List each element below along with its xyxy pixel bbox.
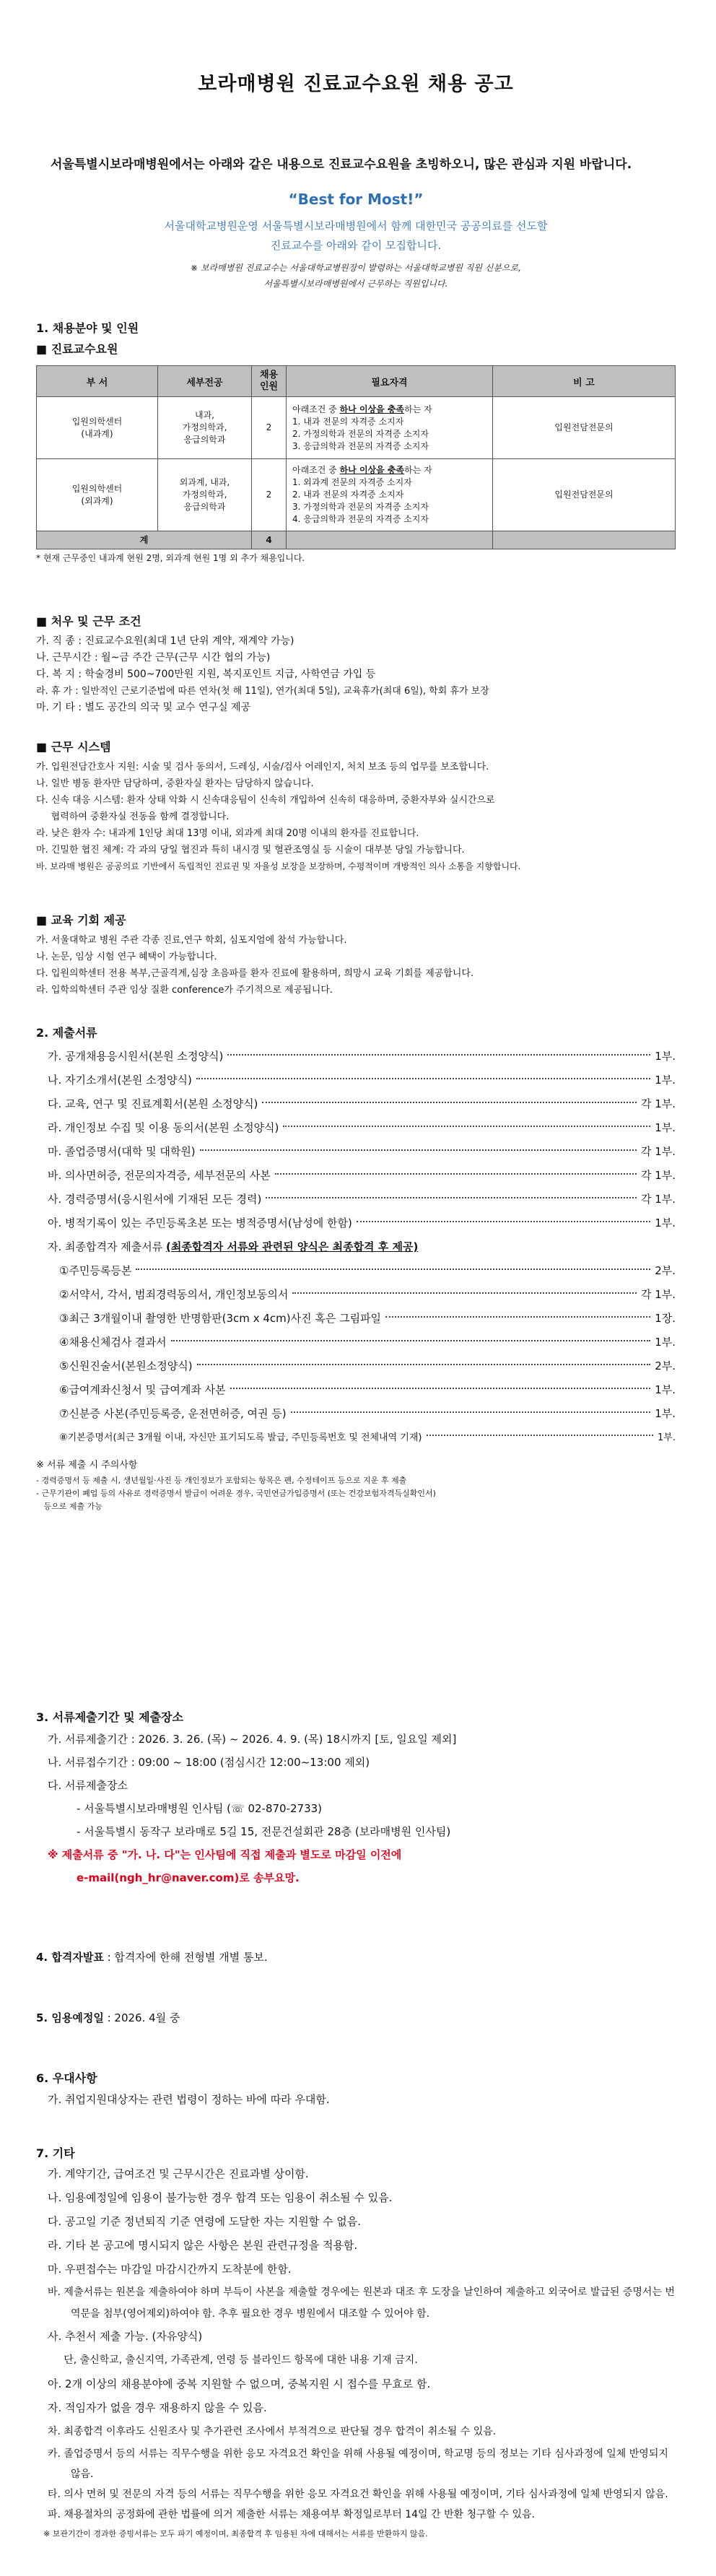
list-item: 다. 복 지 : 학술경비 500~700만원 지원, 복지포인트 지급, 사학연금 가입 등 <box>36 669 376 680</box>
dot-leader <box>136 1269 650 1270</box>
doc-count: 1부. <box>655 1050 676 1063</box>
table-total-row <box>37 531 676 549</box>
final-prefix: 자. 최종합격자 제출서류 <box>48 1240 166 1253</box>
dot-leader <box>171 1340 651 1341</box>
list-item <box>48 1116 676 1140</box>
section-4-text: : 합격자에 한해 전형별 개별 통보. <box>103 1951 268 1964</box>
doc-count: 1부. <box>655 1217 676 1230</box>
doc-label: ⑦신분증 사본(주민등록증, 운전면허증, 여권 등) <box>59 1407 287 1420</box>
section-system <box>36 738 676 875</box>
section-recruitment <box>36 319 676 566</box>
req-item: 1. 외과계 전문의 자격증 소지자 <box>292 477 412 487</box>
req-suffix: 하는 자 <box>404 465 432 475</box>
list-item <box>59 1426 676 1450</box>
section-5-text: : 2026. 4월 중 <box>103 2011 180 2024</box>
doc-count: 1장. <box>655 1312 676 1325</box>
doc-count: 각 1부. <box>640 1145 676 1158</box>
list-item: 마. 기 타 : 별도 공간의 의국 및 교수 연구실 제공 <box>36 702 251 713</box>
list-item: 단, 출신학교, 출신지역, 가족관계, 연령 등 블라인드 항목에 대한 내용 기재 금지. <box>48 2354 418 2366</box>
email-notice: ※ 제출서류 중 "가. 나. 다"는 인사팀에 직접 제출과 별도로 마감일 이전에 <box>48 1848 402 1861</box>
list-item: 다. 서류제출장소 <box>48 1779 128 1792</box>
list-item <box>59 1331 676 1354</box>
list-item: 라. 낮은 환자 수: 내과계 1인당 최대 13명 이내, 외과계 최대 20명 이내의 환자를 진료합니다. <box>36 828 419 839</box>
list-item <box>48 1188 676 1211</box>
doc-count: 각 1부. <box>640 1288 676 1301</box>
section-etc <box>36 2144 676 2541</box>
total-empty <box>493 531 676 549</box>
doc-label: 아. 병적기록이 있는 주민등록초본 또는 병적증명서(남성에 한함) <box>48 1217 352 1230</box>
section-documents <box>36 1024 676 1513</box>
doc-label: 바. 의사면허증, 전문의자격증, 세부전문의 사본 <box>48 1169 271 1182</box>
dot-leader <box>275 1173 637 1175</box>
list-item: 카. 졸업증명서 등의 서류는 직무수행을 위한 응모 자격요건 확인을 위해 사용될 예정이며, 학교명 등의 정보는 기타 심사과정에 일체 반영되지 않음. <box>48 2448 668 2480</box>
table-header: 부 서 <box>37 366 158 397</box>
section-appointment <box>36 2010 676 2025</box>
list-item: 나. 서류접수기간 : 09:00 ~ 18:00 (점심시간 12:00~13:00 제외) <box>48 1756 370 1769</box>
recruitment-table <box>36 365 676 549</box>
list-item: 타. 의사 면허 및 전문의 자격 등의 서류는 직무수행을 위한 응모 자격요건 확인을 위해 사용될 예정이며, 기타 심사과정에 일체 반영되지 않음. <box>48 2489 668 2500</box>
education-heading: ■ 교육 기회 제공 <box>36 913 126 927</box>
requirement-cell <box>287 397 493 459</box>
list-item: 가. 계약기간, 급여조건 및 근무시간은 진료과별 상이함. <box>48 2167 309 2180</box>
dot-leader <box>266 1197 637 1198</box>
list-item <box>48 1092 676 1116</box>
list-item: 등으로 제출 가능 <box>36 1502 102 1511</box>
section-6-heading: 6. 우대사항 <box>36 2071 97 2085</box>
doc-label: ④채용신체검사 결과서 <box>59 1336 167 1349</box>
req-suffix: 하는 자 <box>404 404 432 414</box>
list-item <box>48 1140 676 1164</box>
list-item: 가. 서류제출기간 : 2026. 3. 26. (목) ~ 2026. 4. 9. (목) 18시까지 [토, 일요일 제외] <box>48 1733 457 1746</box>
section-schedule <box>36 1708 676 1889</box>
doc-count: 각 1부. <box>640 1193 676 1206</box>
doc-label: ①주민등록등본 <box>59 1264 132 1277</box>
dot-leader <box>227 1054 650 1056</box>
section-education <box>36 911 676 998</box>
count-cell: 2 <box>252 459 287 531</box>
list-item: 라. 입학의학센터 주관 임상 질환 conference가 주기적으로 제공됩니다. <box>36 985 333 996</box>
list-item: 차. 최종합격 이후라도 신원조사 및 추가관련 조사에서 부적격으로 판단될 경우 합격이 취소될 수 있음. <box>48 2426 497 2437</box>
list-item <box>59 1378 676 1402</box>
note-cell: 입원전담전문의 <box>493 397 676 459</box>
doc-label: ③최근 3개월이내 촬영한 반명함판(3cm x 4cm)사진 혹은 그림파일 <box>59 1312 382 1325</box>
doc-count: 1부. <box>658 1432 676 1443</box>
dept-cell: 입원의학센터 (외과계) <box>37 459 158 531</box>
list-item <box>59 1259 676 1283</box>
list-item: 나. 논문, 임상 시험 연구 혜택이 가능합니다. <box>36 952 217 962</box>
slogan-block <box>36 191 676 256</box>
status-note-1: ※ 보라매병원 진료교수는 서울대학교병원장이 발령하는 서울대학교병원 직원 신분으로, <box>191 263 521 273</box>
req-item: 1. 내과 전문의 자격증 소지자 <box>292 416 404 427</box>
doc-count: 1부. <box>655 1407 676 1420</box>
major-cell: 내과, 가정의학과, 응급의학과 <box>158 397 252 459</box>
total-count: 4 <box>252 531 287 549</box>
dot-leader <box>291 1411 651 1413</box>
list-item: 마. 우편접수는 마감일 마감시간까지 도착분에 한함. <box>48 2263 292 2276</box>
list-item: 다. 신속 대응 시스템: 환자 상태 악화 시 신속대응팀이 신속히 개입하여 신속히 대응하며, 중환자부와 실시간으로 <box>36 795 495 806</box>
list-item: 가. 입원전담간호사 지원: 시술 및 검사 동의서, 드레싱, 시술/검사 어레인지, 처치 보조 등의 업무를 보조합니다. <box>36 762 489 773</box>
list-item <box>48 1045 676 1069</box>
list-item: 다. 공고일 기준 정년퇴직 기준 연령에 도달한 자는 지원할 수 없음. <box>48 2215 361 2228</box>
section-7-heading: 7. 기타 <box>36 2146 75 2160</box>
req-item: 3. 가정의학과 전문의 자격증 소지자 <box>292 502 429 512</box>
table-footnote: * 현재 근무중인 내과계 현원 2명, 외과계 현원 1명 외 추가 채용입니다. <box>36 553 305 563</box>
list-item: 다. 입원의학센터 전용 복부,근골격계,심장 초음파를 환자 진료에 활용하며, 희망시 교육 기회를 제공합니다. <box>36 968 474 979</box>
doc-count: 1부. <box>655 1074 676 1087</box>
status-note <box>36 260 676 292</box>
list-item: 가. 서울대학교 병원 주관 각종 진료,연구 학회, 심포지엄에 참석 가능합니다. <box>36 935 347 946</box>
section-treatment <box>36 612 676 716</box>
dot-leader <box>357 1221 650 1222</box>
dot-leader <box>385 1316 650 1318</box>
list-item <box>48 1164 676 1188</box>
table-header: 세부전공 <box>158 366 252 397</box>
page-title: 보라매병원 진료교수요원 채용 공고 <box>198 73 514 95</box>
doc-label: 라. 개인정보 수집 및 이용 동의서(본원 소정양식) <box>48 1121 279 1134</box>
doc-count: 각 1부. <box>640 1097 676 1110</box>
section-4-heading: 4. 합격자발표 <box>36 1951 104 1964</box>
list-item: 나. 근무시간 : 월~금 주간 근무(근무 시간 협의 가능) <box>36 652 271 663</box>
doc-label: ②서약서, 각서, 범죄경력동의서, 개인정보동의서 <box>59 1288 289 1301</box>
dot-leader <box>262 1102 637 1103</box>
req-prefix: 아래조건 중 <box>292 465 340 475</box>
doc-count: 1부. <box>655 1336 676 1349</box>
status-note-2: 서울특별시보라매병원에서 근무하는 직원입니다. <box>263 279 448 289</box>
dot-leader <box>196 1078 650 1079</box>
list-item: 파. 채용절차의 공정화에 관한 법률에 의거 제출한 서류는 채용여부 확정일로부터 14일 간 반환 청구할 수 있음. <box>48 2509 535 2520</box>
list-item: 나. 임용예정일에 임용이 불가능한 경우 합격 또는 임용이 취소될 수 있음. <box>48 2191 393 2204</box>
doc-label: 가. 공개채용응시원서(본원 소정양식) <box>48 1050 224 1063</box>
table-header-row <box>37 366 676 397</box>
doc-count: 각 1부. <box>640 1169 676 1182</box>
doc-label: 마. 졸업증명서(대학 및 대학원) <box>48 1145 196 1158</box>
documents-list <box>36 1045 676 1450</box>
req-bold: 하나 이상을 충족 <box>339 404 405 414</box>
table-row <box>37 397 676 459</box>
list-item: - 서울특별시 동작구 보라매로 5길 15, 전문건설회관 28층 (보라매병원 인사팀) <box>77 1825 451 1838</box>
list-item: 나. 일반 병동 환자만 담당하며, 중환자실 환자는 담당하지 않습니다. <box>36 778 314 789</box>
req-item: 3. 응급의학과 전문의 자격증 소지자 <box>292 440 429 451</box>
doc-count: 1부. <box>655 1383 676 1396</box>
section-preference <box>36 2069 676 2107</box>
list-item: 바. 보라매 병원은 공공의료 기반에서 독립적인 진료권 및 자율성 보장을 보장하며, 수평적이며 개방적인 의사 소통을 지향합니다. <box>36 861 521 871</box>
list-item: - 근무기관이 폐업 등의 사유로 경력증명서 발급이 어려운 경우, 국민연금가입증명서 (또는 건강보험자격득실확인서) <box>36 1489 436 1498</box>
section-5-heading: 5. 임용예정일 <box>36 2011 104 2024</box>
section-announcement <box>36 1949 676 1964</box>
list-item: 라. 휴 가 : 일반적인 근로기준법에 따른 연차(첫 해 11일), 연가(최대 5일), 교육휴가(최대 6일), 학회 휴가 보장 <box>36 686 489 697</box>
table-header: 채용 인원 <box>252 366 287 397</box>
total-label: 계 <box>37 531 252 549</box>
req-prefix: 아래조건 중 <box>292 404 340 414</box>
dot-leader <box>427 1435 654 1436</box>
slogan-sub-2: 진료교수를 아래와 같이 모집합니다. <box>270 239 442 252</box>
table-header: 필요자격 <box>287 366 493 397</box>
system-heading: ■ 근무 시스템 <box>36 740 111 754</box>
final-bold: (최종합격자 서류와 관련된 양식은 최종합격 후 제공) <box>165 1240 419 1253</box>
dot-leader <box>200 1149 637 1151</box>
dot-leader <box>283 1126 650 1127</box>
caution-list <box>36 1474 676 1513</box>
etc-list <box>36 2162 676 2525</box>
doc-label: 나. 자기소개서(본원 소정양식) <box>48 1074 192 1087</box>
doc-label: 사. 경력증명서(응시원서에 기재된 모든 경력) <box>48 1193 262 1206</box>
slogan: “Best for Most!” <box>288 191 424 208</box>
doc-count: 2부. <box>655 1264 676 1277</box>
list-item: 아. 2개 이상의 채용분야에 중복 지원할 수 없으며, 중복지원 시 접수를 무효로 함. <box>48 2377 431 2390</box>
list-item: 라. 기타 본 공고에 명시되지 않은 사항은 본원 관련규정을 적용함. <box>48 2239 358 2252</box>
email-address: e-mail(ngh_hr@naver.com)로 송부요망. <box>77 1871 300 1884</box>
dept-cell: 입원의학센터 (내과계) <box>37 397 158 459</box>
major-cell: 외과계, 내과, 가정의학과, 응급의학과 <box>158 459 252 531</box>
final-documents-title <box>48 1235 676 1259</box>
doc-label: ⑤신원진술서(본원소정양식) <box>59 1359 193 1372</box>
doc-label: ⑥급여계좌신청서 및 급여계좌 사본 <box>59 1383 226 1396</box>
treatment-heading: ■ 처우 및 근무 조건 <box>36 614 141 628</box>
dot-leader <box>230 1388 651 1389</box>
list-item <box>59 1354 676 1378</box>
list-item: - 경력증명서 등 제출 시, 생년월일·사진 등 개인정보가 포함되는 항목은 펜, 수정테이프 등으로 지운 후 제출 <box>36 1476 407 1485</box>
doc-count: 1부. <box>655 1121 676 1134</box>
list-item <box>59 1283 676 1307</box>
list-item: 사. 추천서 제출 가능. (자유양식) <box>48 2330 203 2343</box>
system-list <box>36 759 676 875</box>
table-row <box>37 459 676 531</box>
caution-title: ※ 서류 제출 시 주의사항 <box>36 1460 138 1471</box>
list-item: 협력하여 중환자실 전동을 함께 결정합니다. <box>36 811 230 822</box>
count-cell: 2 <box>252 397 287 459</box>
section-1-subheading: ■ 진료교수요원 <box>36 342 118 356</box>
dot-leader <box>292 1292 637 1294</box>
section-1-heading: 1. 채용분야 및 인원 <box>36 321 139 335</box>
schedule-list <box>36 1728 676 1889</box>
list-item <box>48 1211 676 1235</box>
list-item: 자. 적임자가 없을 경우 재용하지 않을 수 있음. <box>48 2401 267 2414</box>
req-item: 4. 응급의학과 전문의 자격증 소지자 <box>292 514 429 524</box>
education-list <box>36 932 676 998</box>
doc-label: 다. 교육, 연구 및 진료계획서(본원 소정양식) <box>48 1097 258 1110</box>
list-item: 바. 제출서류는 원본을 제출하여야 하며 부득이 사본을 제출할 경우에는 원본과 대조 후 도장을 날인하여 제출하고 외국어로 발급된 증명서는 번역문을 첨부(영어제외)하여야 함. 추후 필요한 경우 병원에서 대조할 수 있어야 함. <box>48 2286 675 2320</box>
slogan-sub-1: 서울대학교병원운영 서울특별시보라매병원에서 함께 대한민국 공공의료를 선도할 <box>164 219 548 232</box>
section-6-text: 가. 취업지원대상자는 관련 법령이 정하는 바에 따라 우대함. <box>48 2093 330 2106</box>
treatment-list <box>36 633 676 716</box>
note-cell: 입원전담전문의 <box>493 459 676 531</box>
req-item: 2. 가정의학과 전문의 자격증 소지자 <box>292 428 429 439</box>
list-item: 가. 직 종 : 진료교수요원(최대 1년 단위 계약, 재계약 가능) <box>36 635 294 647</box>
total-empty <box>287 531 493 549</box>
list-item: 마. 긴밀한 협진 체계: 각 과의 당일 협진과 특히 내시경 및 혈관조영실 등 시술이 대부분 당일 가능합니다. <box>36 845 465 856</box>
list-item <box>48 1069 676 1092</box>
doc-count: 2부. <box>655 1359 676 1372</box>
list-item <box>59 1307 676 1331</box>
req-bold: 하나 이상을 충족 <box>339 465 405 475</box>
intro-text: 서울특별시보라매병원에서는 아래와 같은 내용으로 진료교수요원을 초빙하오니, 많은 관심과 지원 바랍니다. <box>51 157 632 172</box>
dot-leader <box>197 1364 651 1365</box>
etc-footnote: ※ 보관기간이 경과한 증빙서류는 모두 파기 예정이며, 최종합격 후 임용된 자에 대해서는 서류를 반환하지 않음. <box>43 2529 428 2538</box>
documents-heading: 2. 제출서류 <box>36 1026 97 1040</box>
list-item <box>59 1402 676 1426</box>
schedule-heading: 3. 서류제출기간 및 제출장소 <box>36 1710 183 1724</box>
doc-label: ⑧기본증명서(최근 3개월 이내, 자신만 표기되도록 발급, 주민등록번호 및 전체내역 기재) <box>59 1432 422 1443</box>
req-item: 2. 내과 전문의 자격증 소지자 <box>292 489 404 500</box>
requirement-cell <box>287 459 493 531</box>
list-item: - 서울특별시보라매병원 인사팀 (☏ 02-870-2733) <box>77 1802 323 1815</box>
table-header: 비 고 <box>493 366 676 397</box>
